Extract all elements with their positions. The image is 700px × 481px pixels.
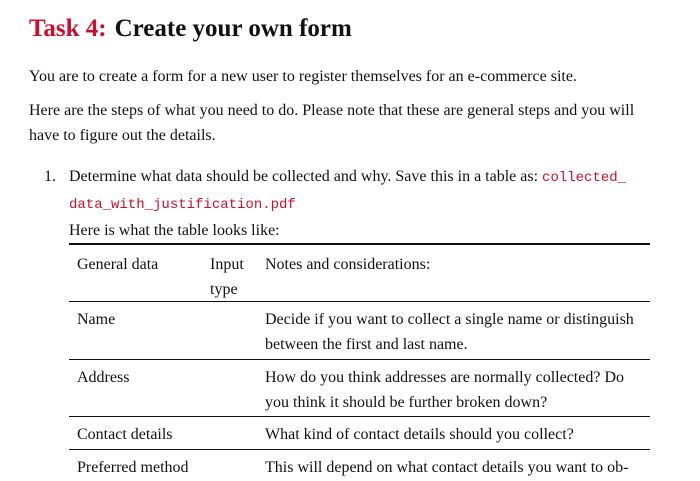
header-notes: Notes and considerations:	[265, 256, 431, 273]
row-rule	[69, 449, 650, 450]
task-title: Create your own form	[114, 15, 352, 42]
row-name-notes-line1: Decide if you want to collect a single name or distinguish	[265, 311, 634, 328]
header-input-type	[210, 252, 260, 302]
header-rule	[69, 301, 650, 302]
step-number: 1.	[44, 168, 56, 185]
table-intro: Here is what the table looks like:	[69, 222, 280, 239]
row-contact-notes: What kind of contact details should you collect?	[265, 426, 574, 443]
step-text-line1	[69, 164, 659, 191]
row-name-notes	[265, 307, 650, 357]
steps-paragraph: Here are the steps of what you need to do. Please note that these are general steps and you will have to figure out the details.	[29, 102, 635, 144]
row-name-label: Name	[77, 311, 116, 328]
header-general-data: General data	[77, 256, 159, 273]
task-heading	[29, 15, 352, 43]
row-preferred-label: Preferred method	[77, 459, 189, 476]
step-text-line2	[69, 191, 659, 218]
row-contact-label: Contact details	[77, 426, 173, 443]
row-address-notes-line2: you think it should be further broken down?	[265, 394, 548, 411]
step-body	[69, 164, 659, 243]
intro-paragraph: You are to create a form for a new user to register themselves for an e-commerce site.	[29, 68, 577, 85]
row-name-notes-line2: between the first and last name.	[265, 336, 468, 353]
row-address-label: Address	[77, 369, 130, 386]
row-address-notes	[265, 365, 650, 415]
header-input-type-line1: Input	[210, 256, 244, 273]
task-number: Task 4:	[29, 15, 107, 42]
row-preferred-notes: This will depend on what contact details you want to ob-	[265, 459, 629, 476]
step-instruction: Determine what data should be collected and why. Save this in a table as:	[69, 168, 543, 185]
row-rule	[69, 359, 650, 360]
row-address-notes-line1: How do you think addresses are normally collected? Do	[265, 369, 625, 386]
table-top-rule	[69, 243, 650, 245]
filename-part1: collected_	[542, 170, 627, 186]
row-rule	[69, 416, 650, 417]
header-input-type-line2: type	[210, 281, 238, 298]
filename-part2: data_with_justification.pdf	[69, 197, 296, 213]
